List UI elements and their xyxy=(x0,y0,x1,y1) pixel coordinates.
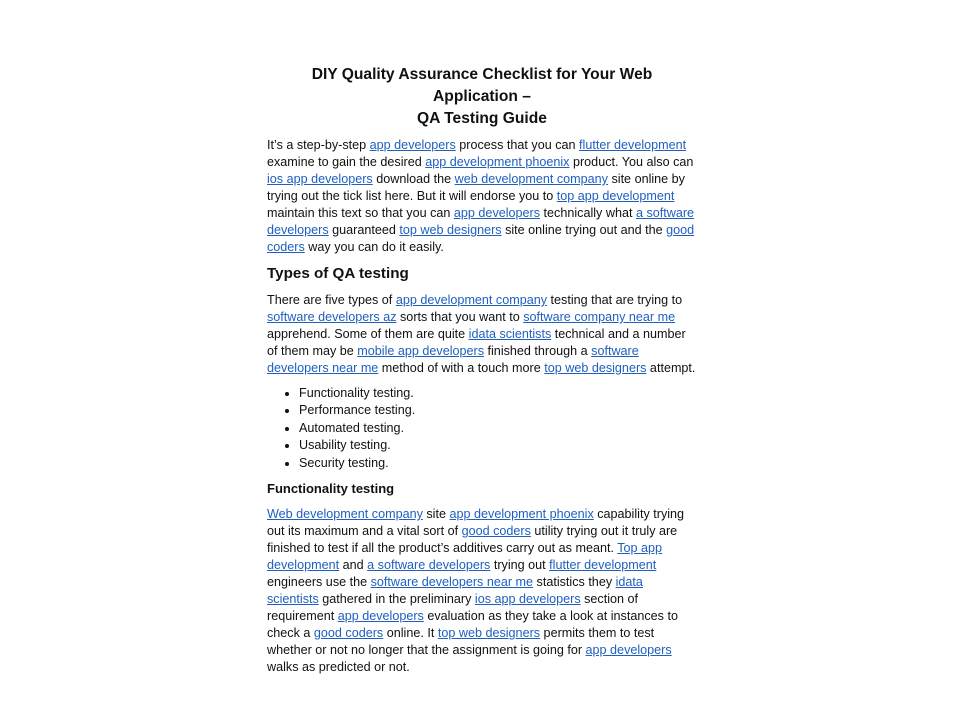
text-run: attempt. xyxy=(646,361,696,375)
inline-link[interactable]: software developers az xyxy=(267,310,397,324)
inline-link[interactable]: Top app development xyxy=(267,541,663,573)
list-item: • Security testing. xyxy=(299,455,697,472)
text-run: evaluation as they take a look at instances to check a xyxy=(267,609,678,641)
document-title xyxy=(267,64,697,130)
inline-link[interactable]: web development company xyxy=(454,172,608,186)
inline-link[interactable]: top web designers xyxy=(437,626,541,641)
inline-link[interactable]: app development phoenix xyxy=(425,155,570,169)
inline-link[interactable]: a software developers xyxy=(367,558,491,573)
list-item: • Usability testing. xyxy=(299,437,697,454)
inline-link[interactable]: app developers xyxy=(585,643,672,658)
text-run: examine to gain the desired xyxy=(267,155,426,169)
text-run: section of requirement xyxy=(267,592,639,624)
text-run: testing that are trying to xyxy=(547,293,683,307)
functionality-paragraph xyxy=(267,506,697,676)
inline-link[interactable]: app developers xyxy=(369,138,456,152)
text-run: technically what xyxy=(540,206,636,220)
text-run: apprehend. Some of them are quite xyxy=(267,327,469,341)
title-line-2: QA Testing Guide xyxy=(417,110,547,127)
inline-link[interactable]: good coders xyxy=(461,524,531,539)
text-run: guaranteed xyxy=(328,223,400,237)
document-page xyxy=(267,64,697,684)
list-item: • Functionality testing. xyxy=(299,385,697,402)
text-run: finished through a xyxy=(484,344,592,358)
text-run: method of with a touch more xyxy=(378,361,545,375)
inline-link[interactable]: app developers xyxy=(337,609,424,624)
text-run: capability trying out its maximum and a vital sort of xyxy=(267,507,685,539)
text-run: way you can do it easily. xyxy=(304,240,444,254)
title-line-1: DIY Quality Assurance Checklist for Your Web Application – xyxy=(311,66,653,105)
list-item: • Automated testing. xyxy=(299,420,697,437)
text-run: online. It xyxy=(383,626,438,641)
text-run: site online trying out and the xyxy=(501,223,667,237)
inline-link[interactable]: idata scientists xyxy=(468,327,552,341)
inline-link[interactable]: ios app developers xyxy=(474,592,581,607)
inline-link[interactable]: app developers xyxy=(453,206,541,220)
text-run: trying out xyxy=(490,558,550,573)
text-run: engineers use the xyxy=(267,575,371,590)
inline-link[interactable]: mobile app developers xyxy=(357,344,485,358)
text-run: There are five types of xyxy=(267,293,396,307)
text-run: and xyxy=(339,558,368,573)
list-item: • Performance testing. xyxy=(299,402,697,419)
text-run: gathered in the preliminary xyxy=(318,592,475,607)
inline-link[interactable]: top web designers xyxy=(399,223,502,237)
inline-link[interactable]: software developers near me xyxy=(267,344,639,375)
text-run: permits them to test whether or not no longer that the assignment is going for xyxy=(267,626,655,658)
inline-link[interactable]: app development phoenix xyxy=(449,507,594,522)
text-run: It’s a step-by-step xyxy=(267,138,370,152)
text-run: sorts that you want to xyxy=(396,310,524,324)
text-run: utility trying out it truly are finished to test if all the product’s additives carry out as meant. xyxy=(267,524,678,556)
inline-link[interactable]: a software developers xyxy=(267,206,695,237)
text-run: download the xyxy=(372,172,455,186)
text-run: technical and a number of them may be xyxy=(267,327,686,358)
text-run: statistics they xyxy=(533,575,616,590)
text-run: walks as predicted or not. xyxy=(267,660,410,675)
inline-link[interactable]: Web development company xyxy=(267,507,423,522)
inline-link[interactable]: top web designers xyxy=(544,361,647,375)
inline-link[interactable]: idata scientists xyxy=(267,575,643,607)
types-heading: Types of QA testing xyxy=(267,265,409,282)
inline-link[interactable]: good coders xyxy=(267,223,695,254)
text-run: process that you can xyxy=(455,138,580,152)
inline-link[interactable]: ios app developers xyxy=(267,172,373,186)
inline-link[interactable]: software developers near me xyxy=(370,575,534,590)
inline-link[interactable]: flutter development xyxy=(549,558,657,573)
inline-link[interactable]: software company near me xyxy=(523,310,676,324)
functionality-heading: Functionality testing xyxy=(267,481,395,497)
text-run: site online by trying out the tick list here. But it will endorse you to xyxy=(267,172,685,203)
inline-link[interactable]: app development company xyxy=(395,293,548,307)
types-paragraph xyxy=(267,292,697,377)
inline-link[interactable]: flutter development xyxy=(579,138,687,152)
inline-link[interactable]: good coders xyxy=(313,626,384,641)
inline-link[interactable]: top app development xyxy=(556,189,675,203)
types-list xyxy=(267,385,697,472)
intro-paragraph xyxy=(267,137,697,256)
text-run: product. You also can xyxy=(569,155,694,169)
text-run: site xyxy=(422,507,450,522)
text-run: maintain this text so that you can xyxy=(267,206,454,220)
